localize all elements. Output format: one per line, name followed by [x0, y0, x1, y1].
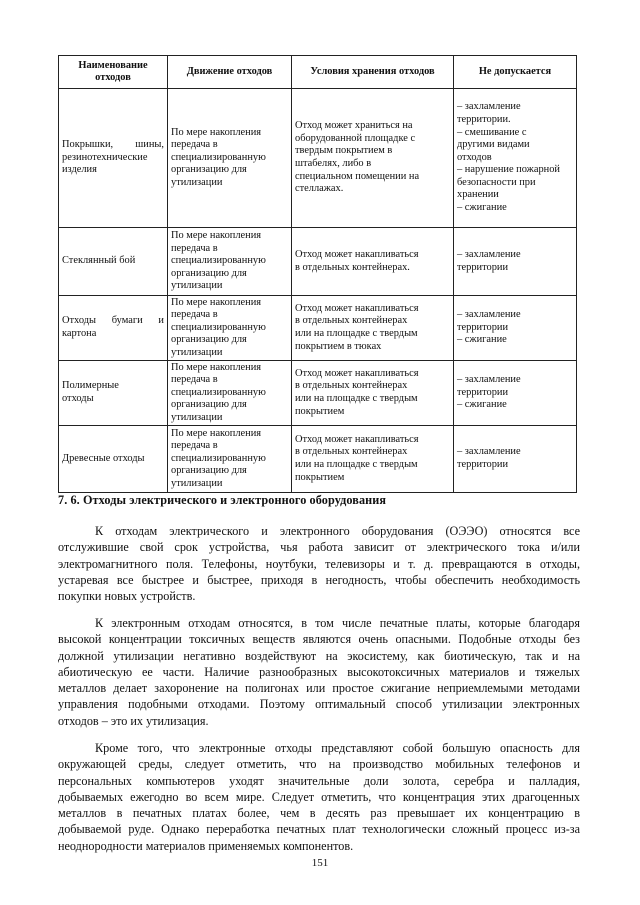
cell-line: территории	[457, 261, 509, 273]
paragraph-2	[58, 615, 580, 729]
paragraph-line: устаревая все быстрее и быстрее, приходя в негодность, чтобы обеспечить необходимость	[58, 572, 580, 587]
cell-line: специальном помещении на	[295, 170, 420, 182]
cell-line: стеллажах.	[295, 183, 344, 195]
cell-line: утилизации	[171, 411, 223, 423]
waste-movement-cell	[168, 228, 292, 296]
cell-line: Отход может накапливаться	[295, 367, 419, 379]
cell-line: утилизации	[171, 477, 223, 489]
waste-name-cell	[59, 426, 168, 493]
paragraph-line: абиотическую ее части. Наличие разнообразных высокотоксичных материалов и тяжелых	[58, 664, 580, 679]
cell-line: Отход может храниться на	[295, 120, 413, 132]
cell-line: По мере накопления	[171, 230, 262, 242]
cell-line: передача в	[171, 242, 218, 254]
cell-line: – захламление	[457, 309, 521, 321]
cell-line: – захламление	[457, 101, 521, 113]
cell-line: Отход может накапливаться	[295, 248, 419, 260]
prohibited-cell	[454, 426, 577, 493]
paragraph-line: покупки новых устройств.	[58, 589, 196, 604]
cell-line: По мере накопления	[171, 361, 262, 373]
waste-name-cell	[59, 361, 168, 426]
table-row	[59, 228, 577, 296]
prohibited-cell	[454, 228, 577, 296]
cell-line: покрытием	[295, 405, 345, 417]
cell-line: в отдельных контейнерах	[295, 446, 408, 458]
cell-line: – нарушение пожарной	[457, 164, 560, 176]
cell-line: отходов	[457, 151, 492, 163]
storage-conditions-cell	[292, 361, 454, 426]
paragraph-line: добываемых ежегодно во всем мире. Следует отметить, что концентрация этих драгоценных	[58, 789, 580, 804]
cell-line: отходы	[62, 393, 94, 404]
waste-table	[58, 55, 577, 493]
paragraph-line: персональных компьютеров уходят значительные доли золота, серебра и палладия,	[58, 773, 580, 788]
cell-line: организацию для	[171, 465, 247, 477]
storage-conditions-cell	[292, 296, 454, 361]
cell-line: – сжигание	[457, 334, 507, 346]
section-heading: 7. 6. Отходы электрического и электронного оборудования	[58, 493, 387, 507]
page-number: 151	[311, 857, 329, 869]
storage-conditions-cell	[292, 426, 454, 493]
cell-line: Покрышки, шины,	[62, 139, 164, 151]
storage-conditions-cell	[292, 89, 454, 228]
cell-line: – захламление	[457, 374, 521, 386]
cell-line: территории.	[457, 113, 511, 125]
paragraph-line: добываемой руде. Однако переработка печатных плат технологически сложный процесс из-за	[58, 822, 580, 837]
cell-line: Отход может накапливаться	[295, 302, 419, 314]
header-waste-movement: Движение отходов	[168, 56, 292, 89]
cell-line: утилизации	[171, 176, 223, 188]
cell-line: или на площадке с твердым	[295, 459, 418, 470]
cell-line: территории	[457, 386, 509, 398]
cell-line: специализированную	[171, 452, 266, 464]
paragraph-line: отходов – это их утилизация.	[58, 713, 209, 728]
cell-line: Отходы бумаги и	[62, 315, 164, 327]
waste-movement-cell	[168, 296, 292, 361]
table-row	[59, 426, 577, 493]
cell-line: штабелях, либо в	[295, 158, 372, 169]
paragraph-line: металлов делает захоронение на полигонах или простое сжигание неприемлемыми методами	[58, 681, 580, 696]
header-waste-name: Наименование отходов	[59, 56, 168, 89]
cell-line: покрытием в тюках	[295, 340, 382, 352]
cell-line: территории	[457, 459, 509, 470]
cell-line: или на площадке с твердым	[295, 393, 418, 404]
cell-line: оборудованной площадке с	[295, 132, 416, 144]
prohibited-cell	[454, 361, 577, 426]
cell-line: картона	[62, 328, 97, 339]
cell-line: другими видами	[457, 139, 530, 151]
paragraph-line: неоднородности материалов применяемых компонентов.	[58, 838, 354, 853]
cell-line: специализированную	[171, 386, 266, 398]
paragraph-line: К электронным отходам относятся, в том числе печатные платы, которые благодаря	[95, 616, 580, 630]
cell-line: передача в	[171, 374, 218, 386]
cell-line: хранении	[457, 189, 499, 201]
prohibited-cell	[454, 296, 577, 361]
cell-line: специализированную	[171, 151, 266, 163]
cell-line: организацию для	[171, 399, 247, 411]
waste-movement-cell	[168, 426, 292, 493]
cell-line: Полимерные	[62, 380, 119, 392]
cell-line: безопасности при	[457, 176, 536, 188]
paragraph-line: Кроме того, что электронные отходы представляют собой большую опасность для	[95, 741, 580, 755]
paragraph-line: высокой концентрации токсичных веществ являются очень опасными. Подобные отходы без	[58, 632, 580, 647]
table-row	[59, 296, 577, 361]
paragraph-line: металлов в печатных платах более, чем в десять раз превышает их концентрацию в	[58, 806, 580, 821]
paragraph-line: должной утилизации негативно воздействуют на экосистему, как биотическую, так и на	[58, 648, 580, 663]
cell-line: передача в	[171, 440, 218, 452]
paragraph-line: отслужившие свой срок устройства, чья работа зависит от электрического тока и/или	[58, 540, 580, 555]
cell-line: – захламление	[457, 248, 521, 260]
waste-movement-cell	[168, 89, 292, 228]
cell-line: организацию для	[171, 334, 247, 346]
waste-movement-cell	[168, 361, 292, 426]
paragraph-line: К отходам электрического и электронного оборудования (ОЭЭО) относятся все	[95, 524, 580, 538]
cell-line: По мере накопления	[171, 427, 262, 439]
cell-line: специализированную	[171, 321, 266, 333]
cell-line: территории	[457, 321, 509, 333]
cell-line: изделия	[62, 164, 97, 176]
cell-line: По мере накопления	[171, 126, 262, 138]
cell-line: организацию для	[171, 164, 247, 176]
cell-line: утилизации	[171, 346, 223, 358]
paragraph-3	[58, 740, 580, 854]
table-row	[59, 89, 577, 228]
cell-line: в отдельных контейнерах	[295, 380, 408, 392]
paragraph-line: управления подобными отходами. Поэтому оптимальный способ утилизации электронных	[58, 697, 580, 712]
waste-name-cell	[59, 89, 168, 228]
cell-line: – сжигание	[457, 399, 507, 411]
cell-line: Стеклянный бой	[62, 255, 136, 267]
waste-name-cell	[59, 296, 168, 361]
table-row	[59, 361, 577, 426]
storage-conditions-cell	[292, 228, 454, 296]
cell-line: передача в	[171, 139, 218, 151]
cell-line: или на площадке с твердым	[295, 328, 418, 339]
cell-line: покрытием	[295, 471, 345, 483]
cell-line: передача в	[171, 309, 218, 321]
cell-line: резинотехнические	[62, 151, 148, 163]
cell-line: – захламление	[457, 446, 521, 458]
prohibited-cell	[454, 89, 577, 228]
header-storage-conditions: Условия хранения отходов	[292, 56, 454, 89]
cell-line: Отход может накапливаться	[295, 433, 419, 445]
paragraph-line: электромагнитного поля. Телефоны, ноутбуки, телевизоры и т. д. превращаются в отходы,	[58, 556, 580, 571]
cell-line: утилизации	[171, 280, 223, 292]
waste-name-cell	[59, 228, 168, 296]
cell-line: Древесные отходы	[62, 452, 145, 464]
cell-line: в отдельных контейнерах	[295, 315, 408, 327]
cell-line: организацию для	[171, 267, 247, 279]
cell-line: специализированную	[171, 255, 266, 267]
cell-line: в отдельных контейнерах.	[295, 261, 410, 273]
paragraph-1	[58, 523, 580, 604]
cell-line: По мере накопления	[171, 296, 262, 308]
cell-line: твердым покрытием в	[295, 145, 393, 157]
table-header-row	[59, 56, 577, 89]
paragraph-line: окружающей среды, следует отметить, что на производство мобильных телефонов и	[58, 757, 580, 772]
header-prohibited: Не допускается	[454, 56, 577, 89]
cell-line: – сжигание	[457, 202, 507, 214]
cell-line: – смешивание с	[457, 126, 527, 138]
